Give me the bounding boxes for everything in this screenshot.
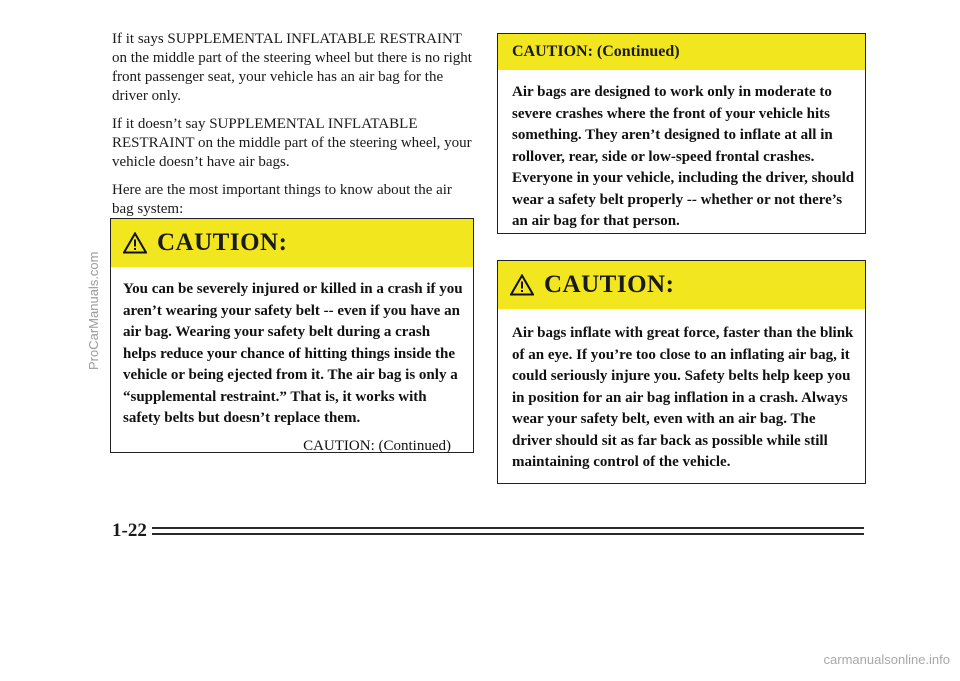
caution-body [111,267,473,457]
caution-box-inflation-force [497,260,866,484]
side-watermark: ProCarManuals.com [86,251,101,370]
caution-continued-label: CAUTION: (Continued) [303,437,451,454]
intro-paragraph-1: If it says SUPPLEMENTAL INFLATABLE RESTRAINT on the middle part of the steering wheel but there is no right front passenger seat, your vehicle has an air bag for the driver only. [112,31,472,104]
caution-continued-header [498,34,865,70]
intro-paragraph-3: Here are the most important things to know about the air bag system: [112,182,452,217]
footer-rule-top [152,527,864,529]
caution-title: CAUTION: [157,229,288,256]
warning-triangle-icon [123,232,147,254]
intro-text-column [112,30,472,228]
caution-box-safety-belt [110,218,474,453]
caution-text: Air bags inflate with great force, faster than the blink of an eye. If you’re too close to an inflating air bag, it could seriously injure you. Safety belts help keep you in position for an air bag inflation in a crash. Always wear your safety belt, even with an air bag. The driver should sit as far back as possible while still maintaining control of the vehicle. [512,325,854,470]
caution-text: Air bags are designed to work only in moderate to severe crashes where the front of your vehicle hits something. They aren’t designed to inflate at all in rollover, rear, side or low-speed frontal crashes. Everyone in your vehicle, including the driver, should wear a safety belt properly -- whether or not there’s an air bag for that person. [512,84,855,229]
caution-header [498,261,865,309]
caution-title: CAUTION: [544,271,675,298]
caution-text: You can be severely injured or killed in a crash if you aren’t wearing your safety belt -- even if you have an air bag. Wearing your safety belt during a crash helps reduce your chance of hitting things inside the vehicle or being ejected from it. The air bag is only a “supplemental restraint.” That is, it works with safety belts but doesn’t replace them. [123,281,463,426]
page-number: 1-22 [112,520,147,541]
page-footer [112,520,864,544]
intro-paragraph-2: If it doesn’t say SUPPLEMENTAL INFLATABLE RESTRAINT on the middle part of the steering wheel, your vehicle doesn’t have air bags. [112,116,472,170]
caution-continued-title: CAUTION: (Continued) [512,43,680,60]
caution-body [498,309,865,474]
warning-triangle-icon [510,274,534,296]
footer-rule-bottom [152,533,864,535]
caution-body [498,70,865,233]
caution-header [111,219,473,267]
caution-box-continued [497,33,866,234]
bottom-watermark: carmanualsonline.info [823,652,950,667]
